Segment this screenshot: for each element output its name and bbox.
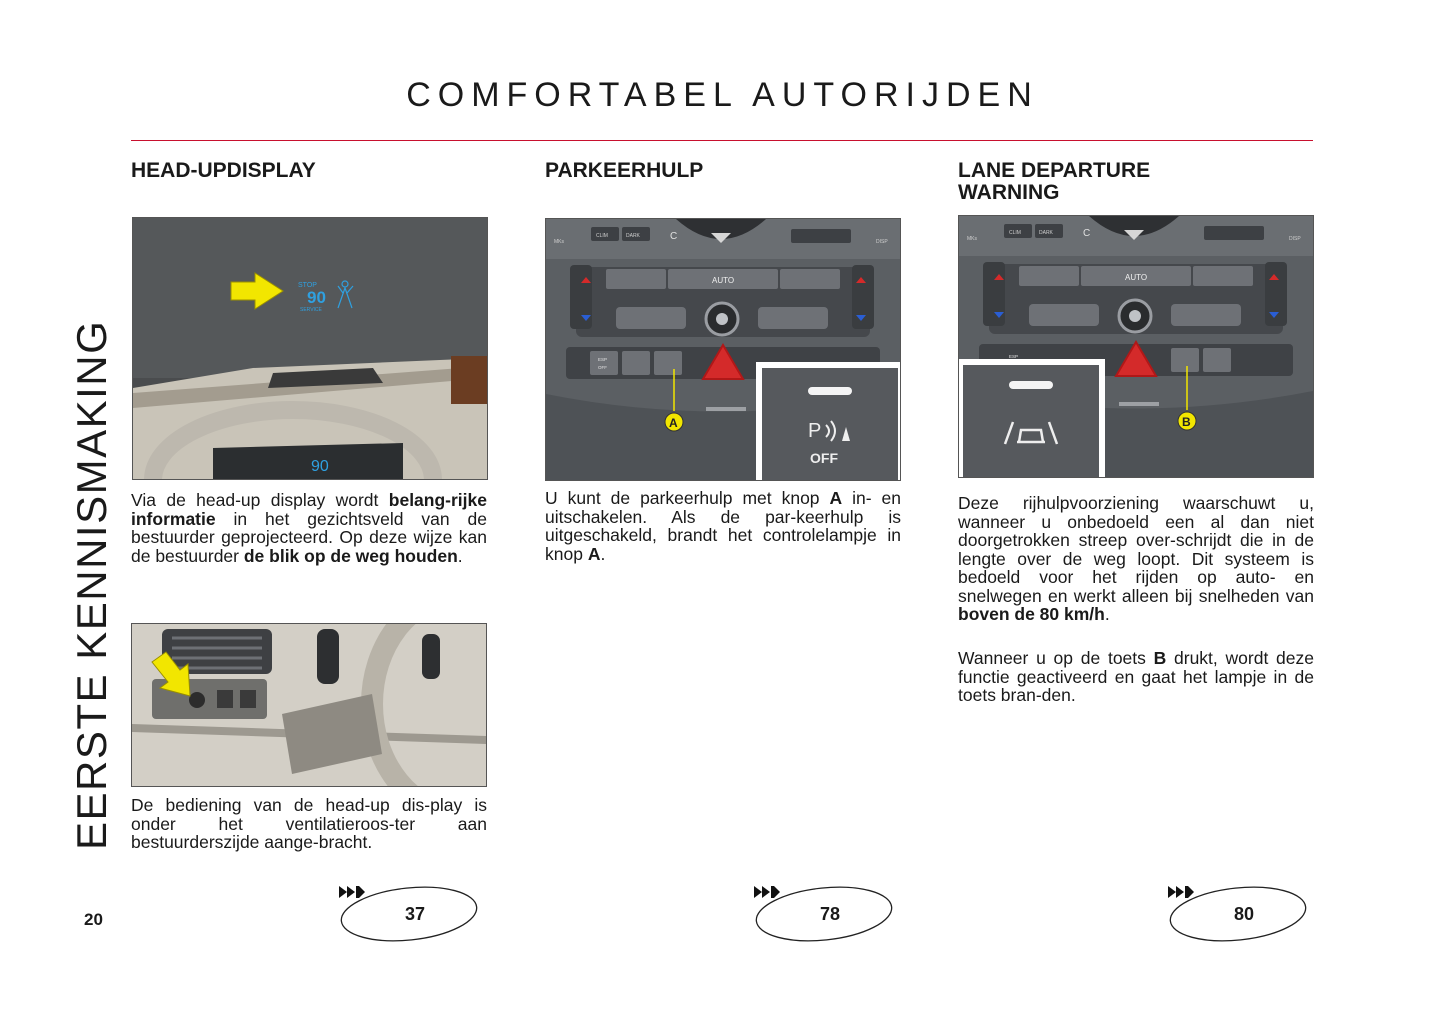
lane-paragraph-2: Wanneer u op de toets B drukt, wordt deze functie geactiveerd en gaat het lampje in de toets bran-den. <box>958 648 1314 705</box>
ref-link-hud[interactable] <box>339 886 479 942</box>
svg-text:DISP: DISP <box>1289 236 1301 242</box>
hud-heading: HEAD-UPDISPLAY <box>131 159 316 182</box>
svg-text:C: C <box>1083 228 1091 239</box>
svg-text:CLIM: CLIM <box>596 233 608 239</box>
ref-page-number: 78 <box>819 903 841 924</box>
lane-heading-line2: WARNING <box>958 181 1060 204</box>
hud-service-text: SERVICE <box>300 307 322 313</box>
svg-text:AUTO: AUTO <box>1125 273 1148 282</box>
hud-paragraph-1: Via de head-up display wordt belang-rijke informatie in het gezichtsveld van de bestuurder geprojecteerd. Op deze wijze kan de bestuurder de blik op de weg houden. <box>131 490 487 566</box>
svg-text:MKs: MKs <box>967 236 977 242</box>
svg-text:ESP: ESP <box>1009 354 1019 359</box>
svg-text:DARK: DARK <box>626 233 640 239</box>
parking-paragraph: U kunt de parkeerhulp met knop A in- en uitschakelen. Als de par-keerhulp is uitgeschakeld, brandt het controlelampje in knop A. <box>545 488 901 564</box>
svg-text:OFF: OFF <box>598 365 607 370</box>
zoom-off-label: OFF <box>810 450 838 466</box>
zoom-p-label: P <box>808 420 822 442</box>
ref-page-number: 80 <box>1233 903 1255 924</box>
hud-figure <box>132 217 488 480</box>
chapter-side-label: EERSTE KENNISMAKING <box>68 319 115 850</box>
hud-speed-text: 90 <box>307 288 326 307</box>
parking-figure <box>545 218 901 481</box>
hud-stop-text: STOP <box>298 282 317 289</box>
lane-heading <box>958 160 1150 204</box>
hud-control-figure <box>131 623 487 787</box>
lane-figure <box>958 215 1314 478</box>
svg-text:AUTO: AUTO <box>712 276 735 285</box>
svg-text:ESP: ESP <box>598 357 608 362</box>
svg-text:DARK: DARK <box>1039 230 1053 236</box>
dash-speed-text: 90 <box>311 458 329 475</box>
marker-a-label: A <box>669 416 678 430</box>
page-title: COMFORTABEL AUTORIJDEN <box>406 76 1039 114</box>
svg-text:MKs: MKs <box>554 239 564 245</box>
svg-text:C: C <box>670 231 678 242</box>
parking-heading: PARKEERHULP <box>545 159 704 182</box>
svg-text:DISP: DISP <box>876 239 888 245</box>
marker-b-label: B <box>1182 415 1191 429</box>
page-number: 20 <box>84 910 103 929</box>
lane-paragraph-1: Deze rijhulpvoorziening waarschuwt u, wanneer u onbedoeld een al dan niet doorgetrokken streep over-schrijdt die in de lengte over de weg loopt. Dit systeem is bedoeld voor het rijden op auto- en snelwegen en werkt alleen bij snelheden van boven de 80 km/h. <box>958 493 1314 624</box>
ref-page-number: 37 <box>404 903 426 924</box>
title-rule <box>131 140 1313 141</box>
svg-text:CLIM: CLIM <box>1009 230 1021 236</box>
hud-paragraph-2: De bediening van de head-up dis-play is onder het ventilatieroos-ter aan bestuurderszijde aange-bracht. <box>131 795 487 852</box>
lane-heading-line1: LANE DEPARTURE <box>958 159 1151 182</box>
ref-link-parking[interactable] <box>754 886 894 942</box>
ref-link-lane[interactable] <box>1168 886 1308 942</box>
